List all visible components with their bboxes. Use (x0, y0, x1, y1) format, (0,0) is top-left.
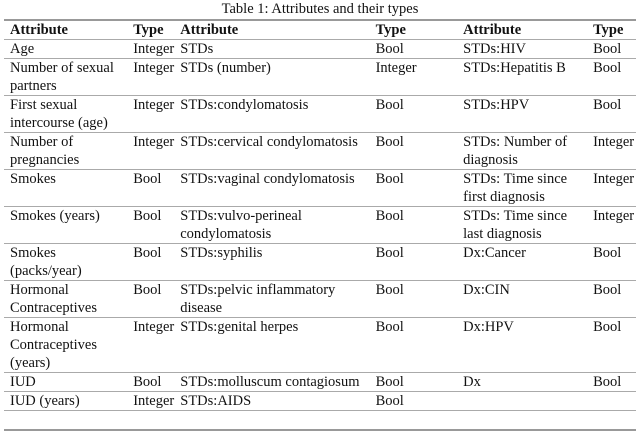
table-cell: STDs:cervical condylomatosis (180, 134, 358, 150)
table-cell: Hormonal Contraceptives (10, 282, 97, 316)
table-cell: Bool (375, 171, 404, 187)
table-cell: Bool (593, 245, 622, 261)
table-cell: Bool (375, 319, 404, 335)
table-row (4, 170, 636, 207)
column-header: Attribute (180, 22, 239, 38)
table-cell: Bool (375, 374, 404, 390)
table-row (4, 207, 636, 244)
table-cell: Bool (133, 374, 162, 390)
table-cell (127, 411, 174, 431)
table-cell: Bool (375, 97, 404, 113)
table-row (4, 373, 636, 392)
table-cell (587, 392, 636, 411)
table-cell: Bool (375, 282, 404, 298)
table-cell: Bool (375, 393, 404, 409)
table-row (4, 96, 636, 133)
table-cell: Number of sexual partners (10, 60, 114, 94)
table-cell: Bool (593, 374, 622, 390)
table-cell: Smokes (years) (10, 208, 100, 224)
table-cell (370, 411, 458, 431)
table-row (4, 392, 636, 411)
table-cell: First sexual intercourse (age) (10, 97, 108, 131)
table-cell: Number of pregnancies (10, 134, 80, 168)
column-header: Type (593, 22, 624, 38)
table-cell: STDs: Time since last diagnosis (463, 208, 568, 242)
column-header: Type (375, 22, 406, 38)
table-row (4, 411, 636, 431)
column-header: Attribute (463, 22, 522, 38)
table-cell: Bool (375, 134, 404, 150)
table-cell (174, 411, 369, 431)
table-cell: Bool (593, 41, 622, 57)
table-cell: Integer (593, 171, 635, 187)
table-cell: Bool (593, 60, 622, 76)
table-cell: STDs:vaginal condylomatosis (180, 171, 355, 187)
table-cell: Hormonal Contraceptives (years) (10, 319, 97, 371)
table-cell: STDs:syphilis (180, 245, 263, 261)
table-cell: Bool (593, 319, 622, 335)
table-cell: Smokes (packs/year) (10, 245, 82, 279)
header-row (4, 20, 636, 40)
table-cell: STDs (180, 41, 214, 57)
table-cell: Bool (133, 282, 162, 298)
table-row (4, 59, 636, 96)
table-cell: STDs:vulvo-perineal condylomatosis (180, 208, 302, 242)
table-cell: STDs: Time since first diagnosis (463, 171, 568, 205)
table-cell: Integer (133, 60, 175, 76)
table-cell: Dx (463, 374, 481, 390)
table-cell: STDs:genital herpes (180, 319, 299, 335)
table-cell: Bool (133, 208, 162, 224)
table-cell: STDs:pelvic inflammatory disease (180, 282, 336, 316)
table-row (4, 133, 636, 170)
table-cell: Dx:CIN (463, 282, 510, 298)
table-cell: STDs:Hepatitis B (463, 60, 566, 76)
table-cell (587, 411, 636, 431)
table-caption: Table 1: Attributes and their types (221, 1, 419, 17)
table-row (4, 281, 636, 318)
table-cell: Smokes (10, 171, 56, 187)
table-cell: Integer (593, 134, 635, 150)
table-cell (4, 411, 127, 431)
table-cell: Bool (593, 97, 622, 113)
table-cell: Bool (133, 171, 162, 187)
column-header: Type (133, 22, 164, 38)
table-cell: STDs:AIDS (180, 393, 252, 409)
column-header: Attribute (10, 22, 68, 38)
table-cell: Integer (133, 393, 175, 409)
table-cell: IUD (years) (10, 393, 80, 409)
table-cell: IUD (10, 374, 36, 390)
table-cell: Bool (375, 208, 404, 224)
attributes-table (4, 19, 636, 431)
table-cell: STDs (number) (180, 60, 271, 76)
table-cell: STDs:HPV (463, 97, 530, 113)
table-row (4, 40, 636, 59)
table-cell: Integer (133, 319, 175, 335)
table-cell: Integer (133, 41, 175, 57)
table-cell: Bool (375, 245, 404, 261)
table-cell: STDs:HIV (463, 41, 526, 57)
table-cell: Dx:Cancer (463, 245, 526, 261)
table-cell: Integer (593, 208, 635, 224)
table-row (4, 318, 636, 373)
table-cell: Integer (375, 60, 417, 76)
table-cell: Dx:HPV (463, 319, 514, 335)
table-cell: Age (10, 41, 35, 57)
table-cell: Integer (133, 134, 175, 150)
table-cell: Bool (593, 282, 622, 298)
table-cell (457, 392, 587, 411)
table-cell: Bool (375, 41, 404, 57)
table-cell (457, 411, 587, 431)
table-cell: STDs:molluscum contagiosum (180, 374, 360, 390)
table-cell: Bool (133, 245, 162, 261)
table-cell: STDs:condylomatosis (180, 97, 309, 113)
table-body (4, 40, 636, 431)
table-cell: STDs: Number of diagnosis (463, 134, 568, 168)
table-cell: Integer (133, 97, 175, 113)
table-row (4, 244, 636, 281)
